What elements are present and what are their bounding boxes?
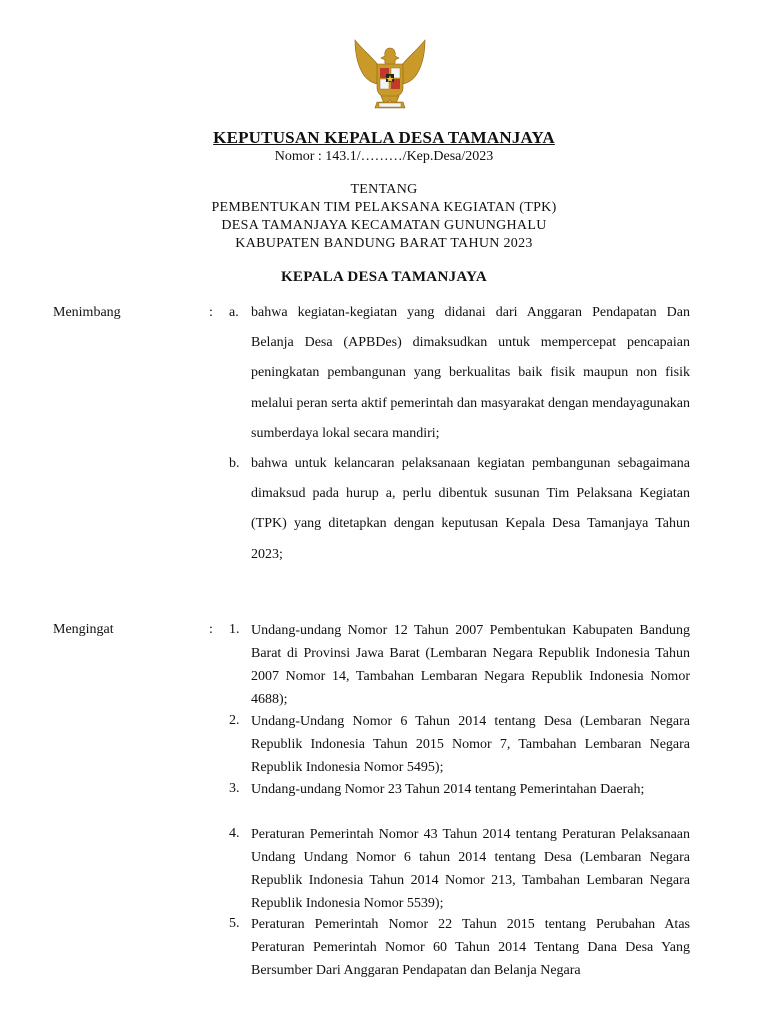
document-number: Nomor : 143.1/………/Kep.Desa/2023 <box>274 149 494 164</box>
mengingat-item-4: Peraturan Pemerintah Nomor 43 Tahun 2014 tentang Peraturan Pelaksanaan Undang Undang Nomor 6 tahun 2014 tentang Desa (Lembaran Negara Republik Indonesia Tahun 2014 Nomor 213, Tambahan Lembaran Negara Republik Indonesia Nomor 5539); <box>251 827 690 911</box>
about-line-1: TENTANG <box>350 182 418 197</box>
document-title: KEPUTUSAN KEPALA DESA TAMANJAYA <box>213 128 555 147</box>
mengingat-marker-2: 2. <box>229 713 240 728</box>
menimbang-item-b: bahwa untuk kelancaran pelaksanaan kegiatan pembangunan sebagaimana dimaksud pada hurup a, perlu dibentuk susunan Tim Pelaksana Kegiatan (TPK) yang ditetapkan dengan keputusan Kepala Desa Tamanjaya Tahun 2023; <box>251 456 690 562</box>
mengingat-colon: : <box>209 622 213 637</box>
about-line-4: KABUPATEN BANDUNG BARAT TAHUN 2023 <box>235 236 533 251</box>
authority-heading: KEPALA DESA TAMANJAYA <box>280 269 488 285</box>
mengingat-marker-1: 1. <box>229 622 240 637</box>
mengingat-marker-3: 3. <box>229 781 240 796</box>
menimbang-marker-a: a. <box>229 305 239 320</box>
menimbang-item-a: bahwa kegiatan-kegiatan yang didanai dari Anggaran Pendapatan Dan Belanja Desa (APBDes) dimaksudkan untuk mempercepat pencapaian peningkatan pembangunan yang berkualitas baik fisik maupun non fisik melalui peran serta aktif pemerintah dan masyarakat dengan mendayagunakan sumberdaya lokal secara mandiri; <box>251 305 690 441</box>
menimbang-colon: : <box>209 305 213 320</box>
garuda-emblem-icon <box>349 36 431 114</box>
mengingat-item-5: Peraturan Pemerintah Nomor 22 Tahun 2015 tentang Perubahan Atas Peraturan Pemerintah Nomor 60 Tahun 2014 Tentang Dana Desa Yang Bersumber Dari Anggaran Pendapatan dan Belanja Negara <box>251 917 690 978</box>
mengingat-label: Mengingat <box>53 622 114 637</box>
mengingat-marker-4: 4. <box>229 826 240 841</box>
mengingat-marker-5: 5. <box>229 916 240 931</box>
menimbang-label: Menimbang <box>53 305 121 320</box>
mengingat-item-3: Undang-undang Nomor 23 Tahun 2014 tentang Pemerintahan Daerah; <box>251 782 645 797</box>
mengingat-item-2: Undang-Undang Nomor 6 Tahun 2014 tentang Desa (Lembaran Negara Republik Indonesia Tahun 2015 Nomor 7, Tambahan Lembaran Negara Republik Indonesia Nomor 5495); <box>251 714 690 775</box>
about-line-2: PEMBENTUKAN TIM PELAKSANA KEGIATAN (TPK) <box>211 200 557 215</box>
about-line-3: DESA TAMANJAYA KECAMATAN GUNUNGHALU <box>221 218 547 233</box>
menimbang-marker-b: b. <box>229 456 240 471</box>
mengingat-item-1: Undang-undang Nomor 12 Tahun 2007 Pembentukan Kabupaten Bandung Barat di Provinsi Jawa Barat (Lembaran Negara Republik Indonesia Tahun 2007 Nomor 14, Tambahan Lembaran Negara Republik Indonesia Nomor 4688); <box>251 623 690 707</box>
